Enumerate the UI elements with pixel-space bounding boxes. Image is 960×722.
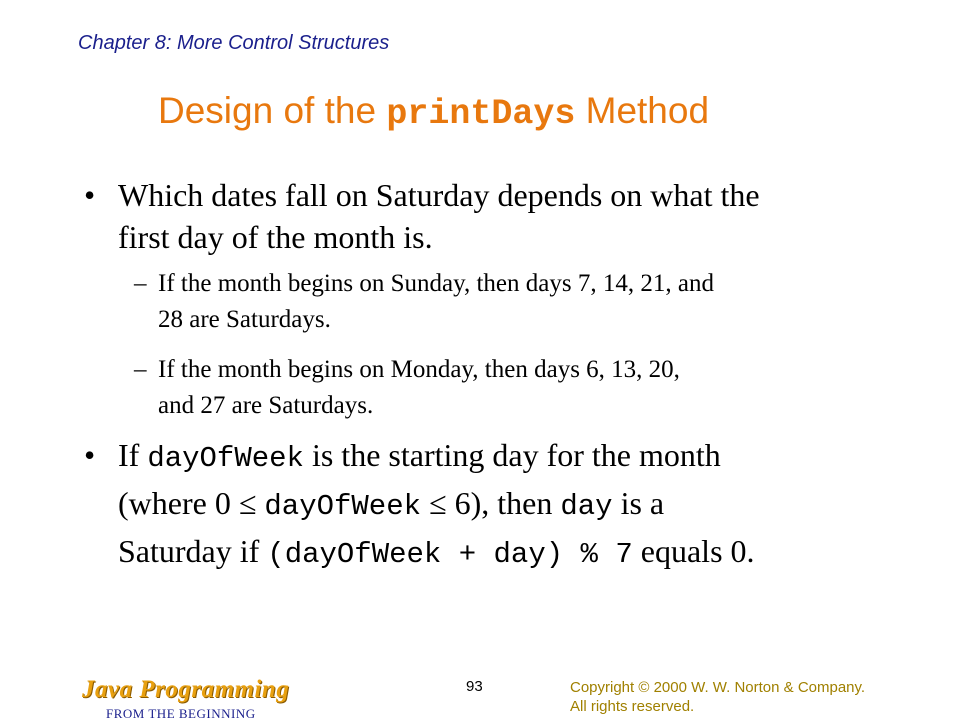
bullet-2 [84, 433, 898, 577]
text: equals 0. [632, 533, 755, 569]
text: Saturday if [118, 533, 268, 569]
text: If [118, 437, 148, 473]
bullet-symbol: • [84, 437, 96, 473]
copyright [570, 678, 865, 716]
bullet-1-line-1: Which dates fall on Saturday depends on what the [118, 177, 760, 213]
bullet-1-line-2: first day of the month is. [118, 219, 433, 255]
slide-title [158, 90, 709, 134]
bullet-1 [84, 174, 898, 258]
sub-bullet-2-line-2: and 27 are Saturdays. [158, 392, 374, 419]
sub-bullet-2-line-1: If the month begins on Monday, then days 6, 13, 20, [158, 356, 680, 383]
copyright-line-2: All rights reserved. [570, 698, 695, 715]
code-day: day [560, 490, 613, 523]
bullet-2-line-1 [118, 433, 898, 481]
java-programming-logo [82, 676, 290, 721]
dash-symbol: – [134, 270, 147, 297]
logo-title: Java Programming [82, 676, 290, 703]
sub-bullet-1 [134, 266, 888, 338]
title-suffix: Method [575, 90, 710, 131]
bullet-2-line-3 [118, 529, 898, 577]
code-dayofweek: dayOfWeek [264, 490, 422, 523]
copyright-line-1: Copyright © 2000 W. W. Norton & Company. [570, 679, 866, 696]
sub-bullet-2 [134, 352, 888, 424]
title-code: printDays [386, 94, 576, 134]
text: is the starting day for the month [303, 437, 721, 473]
sub-bullet-1-line-2: 28 are Saturdays. [158, 306, 331, 333]
dash-symbol: – [134, 356, 147, 383]
sub-bullet-1-line-1: If the month begins on Sunday, then days 7, 14, 21, and [158, 270, 714, 297]
chapter-header: Chapter 8: More Control Structures [78, 32, 390, 54]
text: (where 0 ≤ [118, 485, 265, 521]
bullet-2-line-2 [118, 481, 898, 529]
bullet-symbol: • [84, 177, 96, 213]
text: ≤ 6), then [421, 485, 561, 521]
code-dayofweek: dayOfWeek [147, 442, 304, 475]
code-expression: (dayOfWeek + day) % 7 [267, 538, 633, 571]
text: is a [612, 485, 665, 521]
page-number: 93 [466, 678, 483, 695]
logo-subtitle: FROM THE BEGINNING [106, 706, 256, 721]
title-prefix: Design of the [158, 90, 387, 131]
